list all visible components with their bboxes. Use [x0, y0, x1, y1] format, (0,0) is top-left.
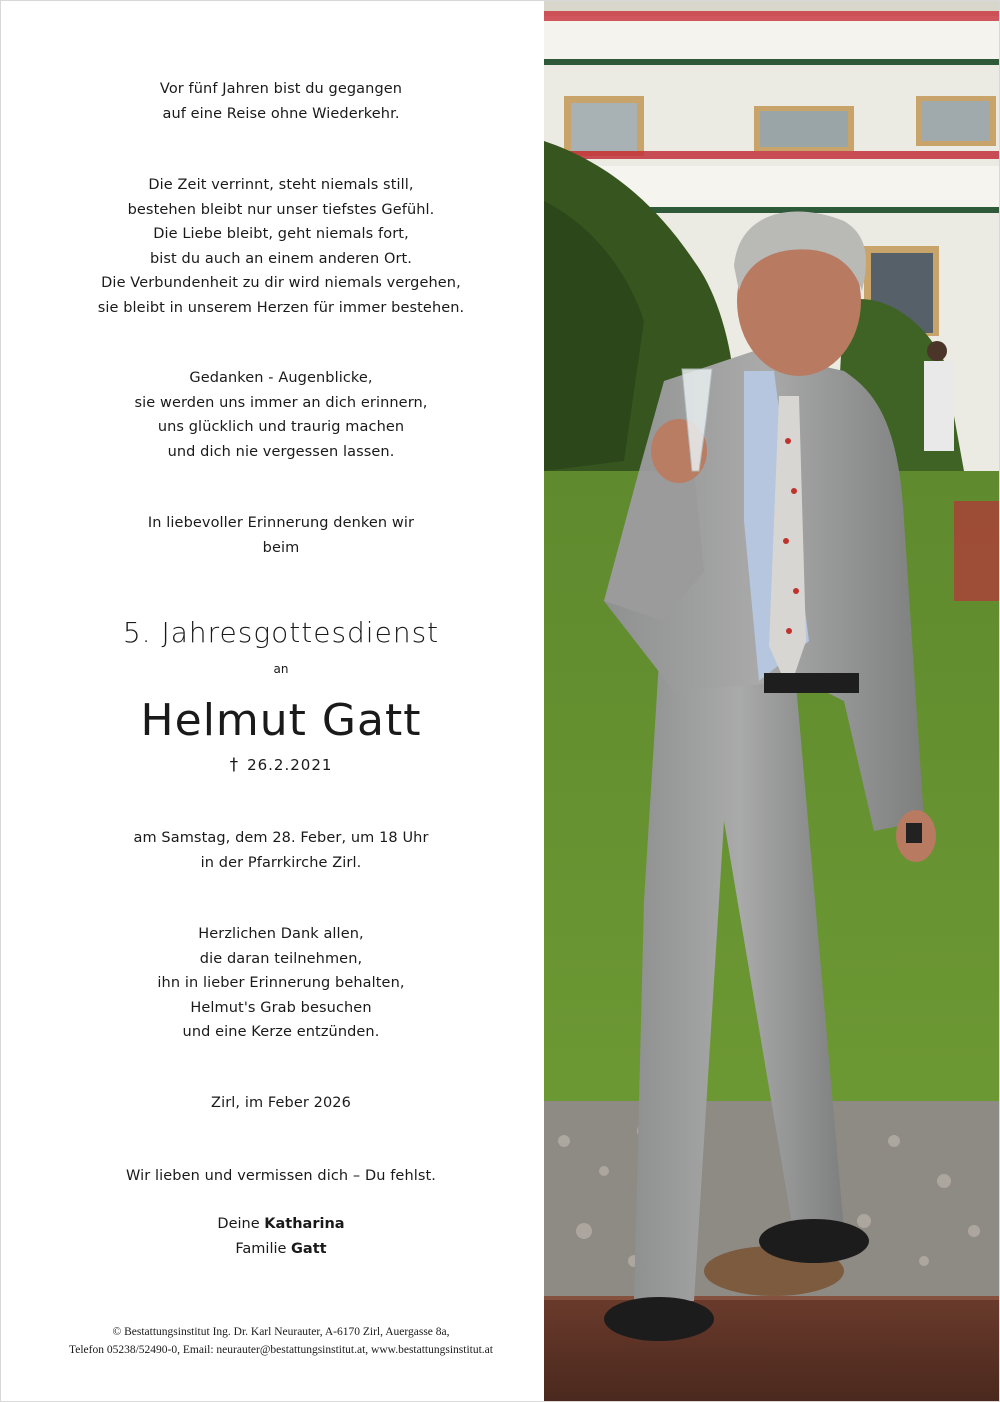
poem-line: bestehen bleibt nur unser tiefstes Gefühl.: [127, 201, 435, 218]
poem-stanza-3: [1, 366, 561, 464]
intro-line: beim: [262, 539, 300, 556]
signature-prefix: Deine: [217, 1216, 260, 1232]
signature-name: Gatt: [291, 1240, 327, 1257]
death-date: 26.2.2021: [247, 756, 333, 774]
intro-line: In liebevoller Erinnerung denken wir: [147, 515, 415, 531]
thanks-line: die daran teilnehmen,: [199, 950, 363, 967]
poem-line: bist du auch an einem anderen Ort.: [149, 250, 413, 267]
signature-name: Katharina: [264, 1216, 345, 1232]
poem-line: Vor fünf Jahren bist du gegangen: [159, 81, 403, 97]
poem-line: Die Zeit verrinnt, steht niemals still,: [148, 177, 414, 193]
poem-line: auf eine Reise ohne Wiederkehr.: [162, 105, 400, 122]
poem-line: und dich nie vergessen lassen.: [167, 443, 395, 460]
thanks-line: und eine Kerze entzünden.: [182, 1024, 380, 1040]
thanks-line: Helmut's Grab besuchen: [190, 999, 372, 1016]
signature-prefix: Familie: [235, 1240, 287, 1257]
poem-line: sie bleibt in unserem Herzen für immer bestehen.: [97, 299, 465, 316]
footer-line: Telefon 05238/52490-0, Email: neurauter@bestattungsinstitut.at, www.bestattungsinstitut.at: [69, 1344, 493, 1356]
poem-line: Gedanken - Augenblicke,: [189, 370, 373, 386]
text-column: [1, 1, 561, 1402]
place-date-text: Zirl, im Feber 2026: [211, 1095, 351, 1111]
poem-stanza-2: [1, 173, 561, 320]
footer-line: © Bestattungsinstitut Ing. Dr. Karl Neurauter, A-6170 Zirl, Auergasse 8a,: [112, 1326, 450, 1338]
intro-text: [1, 511, 561, 560]
place-date: [1, 1091, 561, 1116]
thanks-text: [1, 922, 561, 1045]
portrait-photo: [544, 1, 1000, 1402]
poem-line: sie werden uns immer an dich erinnern,: [134, 394, 428, 411]
signature: [1, 1212, 561, 1261]
cross-icon: †: [229, 755, 240, 775]
service-title: 5. Jahresgottesdienst: [122, 616, 440, 649]
service-an: an: [273, 662, 289, 676]
event-line: am Samstag, dem 28. Feber, um 18 Uhr: [133, 830, 429, 846]
poem-stanza-1: [1, 77, 561, 126]
thanks-line: ihn in lieber Erinnerung behalten,: [157, 975, 405, 991]
closing-line: [1, 1164, 561, 1189]
thanks-line: Herzlichen Dank allen,: [198, 926, 364, 942]
footer-imprint: [1, 1323, 561, 1359]
closing-text: Wir lieben und vermissen dich – Du fehlst.: [125, 1168, 437, 1184]
event-details: [1, 826, 561, 875]
death-line: [1, 753, 561, 777]
poem-line: uns glücklich und traurig machen: [157, 419, 405, 435]
signature-line-1: [1, 1212, 561, 1237]
poem-line: Die Verbundenheit zu dir wird niemals vergehen,: [101, 275, 461, 291]
signature-line-2: [1, 1237, 561, 1262]
event-line: in der Pfarrkirche Zirl.: [200, 854, 362, 871]
deceased-name: Helmut Gatt: [140, 695, 422, 746]
portrait-illustration: [544, 1, 1000, 1402]
poem-line: Die Liebe bleibt, geht niemals fort,: [153, 226, 409, 242]
